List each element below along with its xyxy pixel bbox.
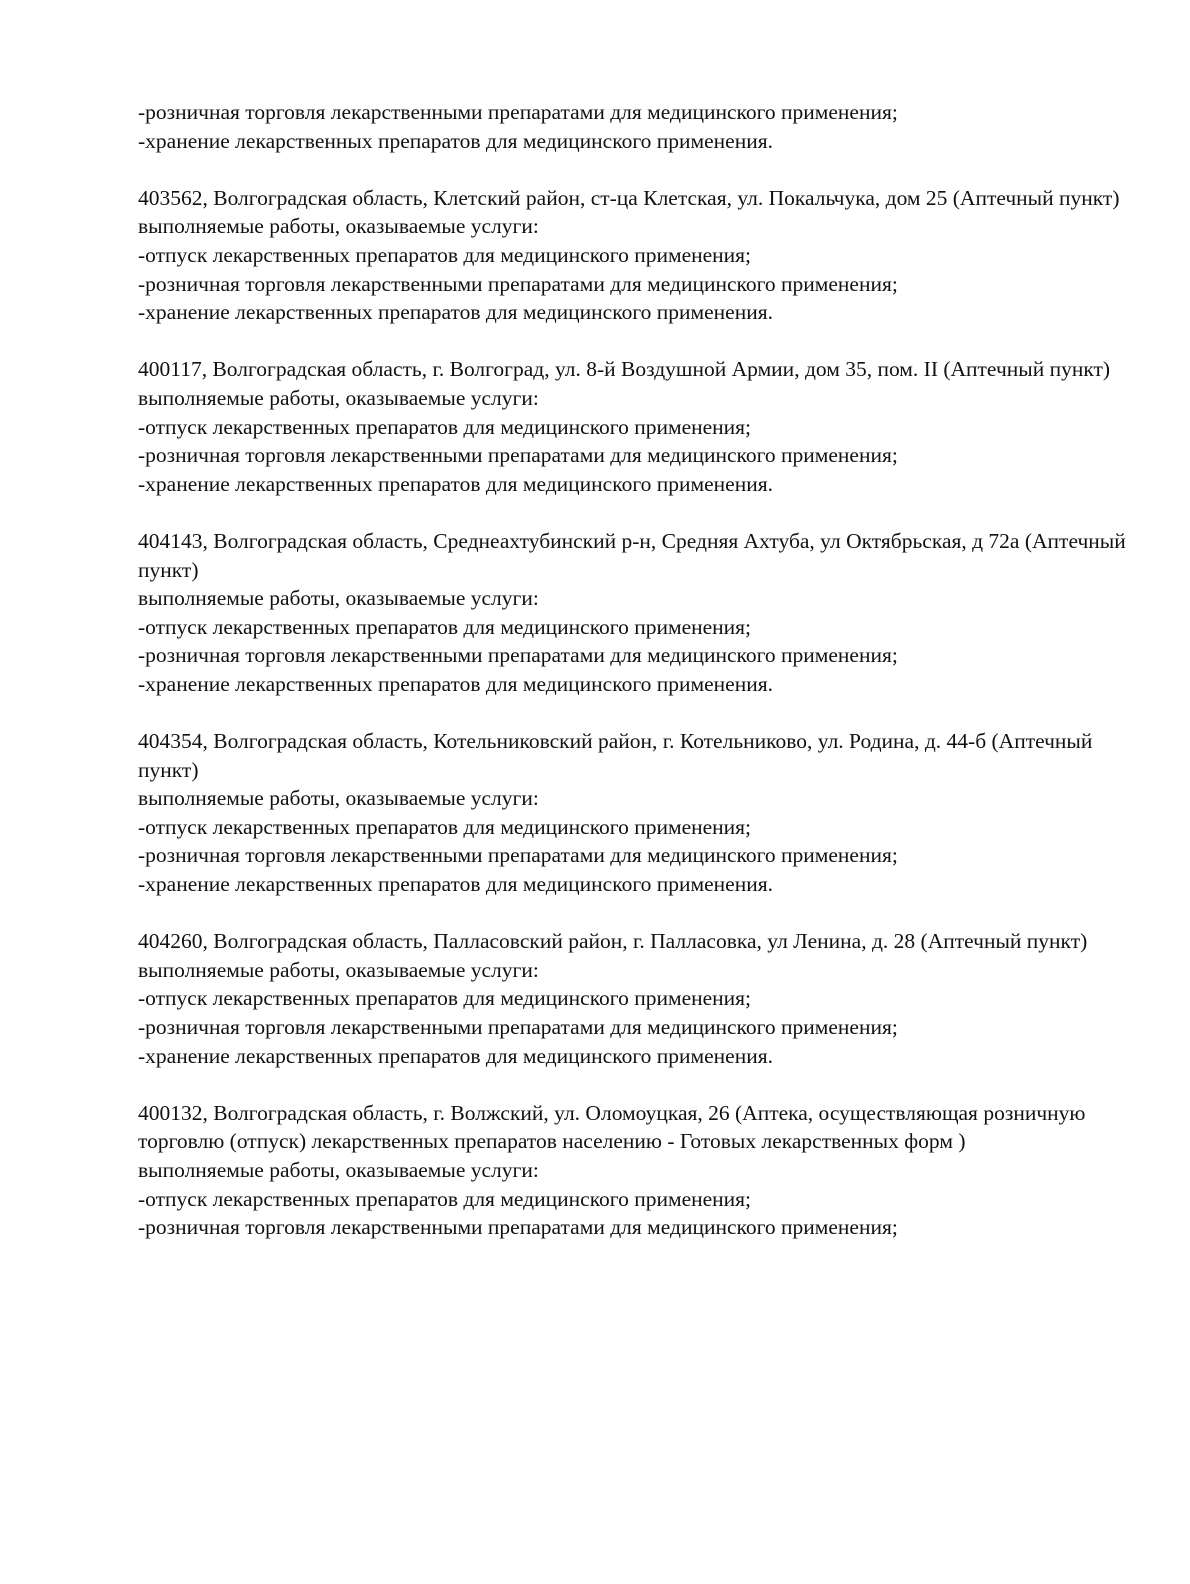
services-heading: выполняемые работы, оказываемые услуги:	[138, 786, 539, 811]
entry-address: 400132, Волгоградская область, г. Волжский, ул. Оломоуцкая, 26 (Аптека, осуществляющая розничную торговлю (отпуск) лекарственных препаратов населению - Готовых лекарственных форм )	[138, 1100, 1086, 1154]
service-line: -отпуск лекарственных препаратов для медицинского применения;	[138, 242, 752, 267]
service-line: -розничная торговля лекарственными препаратами для медицинского применения;	[138, 1015, 898, 1039]
entry-block	[138, 1099, 1138, 1242]
service-line: -розничная торговля лекарственными препаратами для медицинского применения;	[138, 271, 898, 296]
entry-address: 400117, Волгоградская область, г. Волгоград, ул. 8-й Воздушной Армии, дом 35, пом. II (Аптечный пункт)	[138, 357, 1111, 382]
entry-block	[138, 727, 1138, 899]
document-page	[138, 98, 1138, 1242]
entry-address: 403562, Волгоградская область, Клетский район, ст-ца Клетская, ул. Покальчука, дом 25 (Аптечный пункт)	[138, 185, 1120, 210]
service-line: -хранение лекарственных препаратов для медицинского применения.	[138, 1043, 773, 1068]
service-line: -отпуск лекарственных препаратов для медицинского применения;	[138, 414, 752, 439]
service-line: -хранение лекарственных препаратов для медицинского применения.	[138, 471, 773, 496]
service-line: -хранение лекарственных препаратов для медицинского применения.	[138, 671, 773, 696]
service-line: -хранение лекарственных препаратов для медицинского применения.	[138, 300, 773, 325]
service-line: -отпуск лекарственных препаратов для медицинского применения;	[138, 986, 752, 1011]
entry-block	[138, 355, 1138, 498]
service-line: -розничная торговля лекарственными препаратами для медицинского применения;	[138, 443, 898, 468]
services-heading: выполняемые работы, оказываемые услуги:	[138, 385, 539, 410]
services-heading: выполняемые работы, оказываемые услуги:	[138, 586, 539, 611]
entry-block	[138, 184, 1138, 327]
entry-address: 404143, Волгоградская область, Среднеахтубинский р-н, Средняя Ахтуба, ул Октябрьская, д 72а (Аптечный пункт)	[138, 528, 1126, 582]
service-line: -розничная торговля лекарственными препаратами для медицинского применения;	[138, 643, 898, 668]
intro-block	[138, 98, 1138, 155]
services-heading: выполняемые работы, оказываемые услуги:	[138, 957, 539, 982]
services-heading: выполняемые работы, оказываемые услуги:	[138, 1157, 539, 1182]
entry-address: 404354, Волгоградская область, Котельниковский район, г. Котельниково, ул. Родина, д. 44-б (Аптечный пункт)	[138, 729, 1093, 782]
entry-block	[138, 927, 1138, 1070]
service-line: -хранение лекарственных препаратов для медицинского применения.	[138, 128, 773, 153]
service-line: -отпуск лекарственных препаратов для медицинского применения;	[138, 1186, 752, 1211]
service-line: -розничная торговля лекарственными препаратами для медицинского применения;	[138, 1215, 898, 1240]
services-heading: выполняемые работы, оказываемые услуги:	[138, 214, 539, 239]
service-line: -хранение лекарственных препаратов для медицинского применения.	[138, 872, 773, 897]
entry-block	[138, 527, 1138, 699]
service-line: -розничная торговля лекарственными препаратами для медицинского применения;	[138, 100, 898, 124]
entry-address: 404260, Волгоградская область, Палласовский район, г. Палласовка, ул Ленина, д. 28 (Аптечный пункт)	[138, 929, 1088, 954]
service-line: -отпуск лекарственных препаратов для медицинского применения;	[138, 814, 752, 839]
service-line: -отпуск лекарственных препаратов для медицинского применения;	[138, 614, 752, 639]
service-line: -розничная торговля лекарственными препаратами для медицинского применения;	[138, 843, 898, 868]
